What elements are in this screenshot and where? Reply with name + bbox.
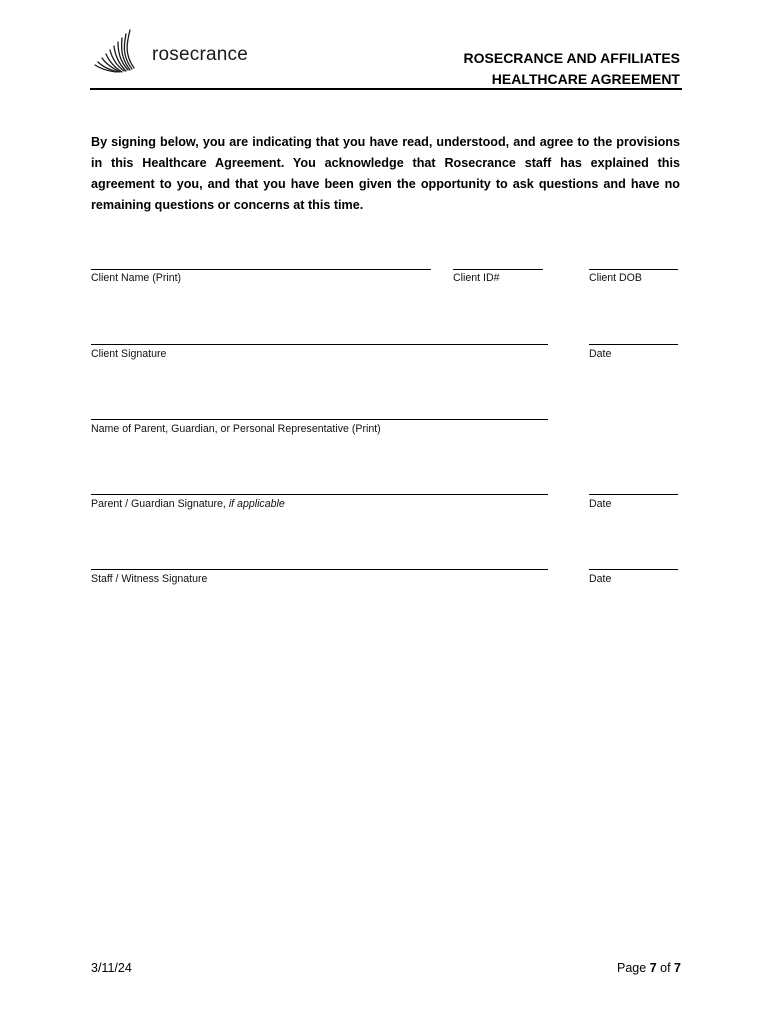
client-signature-date-line[interactable] xyxy=(589,344,678,345)
rosecrance-logo-icon xyxy=(94,28,142,74)
page-number xyxy=(617,961,681,975)
parent-signature-line[interactable] xyxy=(91,494,548,495)
client-name-line[interactable] xyxy=(91,269,431,270)
header-divider xyxy=(90,88,682,90)
client-signature-label: Client Signature xyxy=(91,348,167,360)
parent-signature-note: if applicable xyxy=(228,498,285,510)
client-dob-line[interactable] xyxy=(589,269,678,270)
parent-signature-date-label: Date xyxy=(589,498,612,510)
staff-signature-date-label: Date xyxy=(589,573,612,585)
parent-name-line[interactable] xyxy=(91,419,548,420)
title-line-2: HEALTHCARE AGREEMENT xyxy=(491,71,680,87)
client-signature-date-label: Date xyxy=(589,348,612,360)
parent-signature-label xyxy=(91,498,285,510)
page-total: 7 xyxy=(674,961,681,975)
agreement-statement: By signing below, you are indicating that you have read, understood, and agree to the provisions in this Healthcare Agreement. You acknowledge that Rosecrance staff has explained this agreement to you, and that you have been given the opportunity to ask questions and have no remaining questions or concerns at this time. xyxy=(91,135,680,212)
brand-logo-text: rosecrance xyxy=(152,44,248,65)
staff-signature-date-line[interactable] xyxy=(589,569,678,570)
parent-signature-text: Parent / Guardian Signature, xyxy=(91,498,226,510)
parent-name-label: Name of Parent, Guardian, or Personal Representative (Print) xyxy=(91,423,381,435)
client-dob-label: Client DOB xyxy=(589,272,642,284)
page-of: of xyxy=(660,961,671,975)
staff-signature-label: Staff / Witness Signature xyxy=(91,573,208,585)
footer-date: 3/11/24 xyxy=(91,961,132,975)
staff-signature-line[interactable] xyxy=(91,569,548,570)
parent-signature-date-line[interactable] xyxy=(589,494,678,495)
page-current: 7 xyxy=(649,961,657,975)
document-title xyxy=(380,48,680,90)
client-id-line[interactable] xyxy=(453,269,543,270)
client-signature-line[interactable] xyxy=(91,344,548,345)
client-id-label: Client ID# xyxy=(453,272,500,284)
title-line-1: ROSECRANCE AND AFFILIATES xyxy=(463,50,680,66)
client-name-label: Client Name (Print) xyxy=(91,272,182,284)
page-word: Page xyxy=(617,961,647,975)
